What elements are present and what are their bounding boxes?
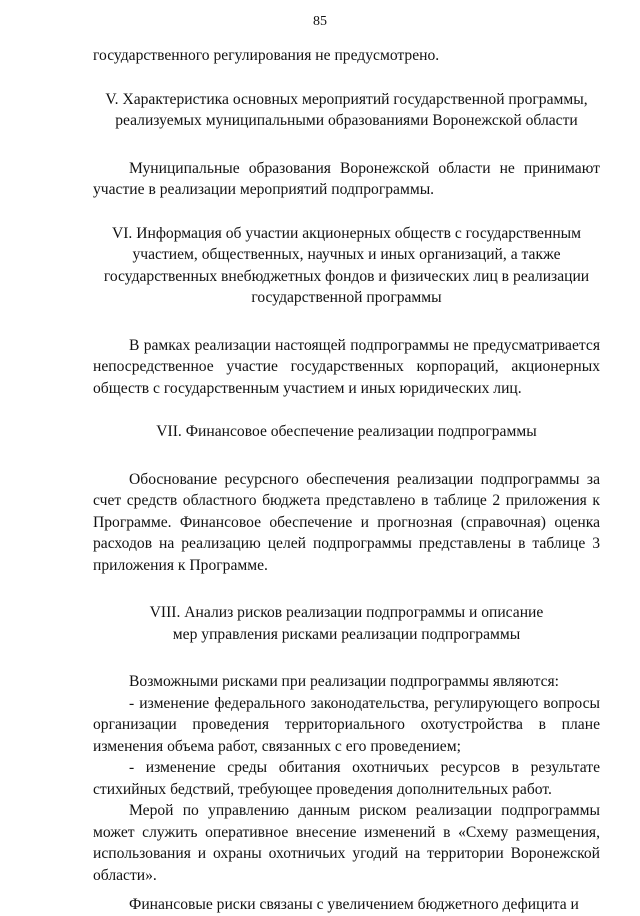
section-5-title <box>93 89 600 132</box>
lead-line: государственного регулирования не предусмотрено. <box>93 47 440 64</box>
section-6-title-line-3: государственных внебюджетных фондов и физических лиц в реализации <box>103 267 590 285</box>
risk-item-2: - изменение среды обитания охотничьих ресурсов в результате стихийных бедствий, требующее проведения дополнительных работ. <box>93 759 600 798</box>
section-6-title <box>93 223 600 309</box>
section-7-title <box>93 421 600 443</box>
section-8-title-line-2: мер управления рисками реализации подпрограммы <box>172 625 521 643</box>
section-5-title-line-1: V. Характеристика основных мероприятий государственной программы, <box>105 90 588 108</box>
section-6-title-line-2: участием, общественных, научных и иных организаций, а также <box>132 246 561 263</box>
section-6-paragraph: В рамках реализации настоящей подпрограммы не предусматривается непосредственное участие государственных корпораций, акционерных обществ с государственным участием и иных юридических лиц. <box>93 336 600 397</box>
section-8-title-line-1: VIII. Анализ рисков реализации подпрограммы и описание <box>149 604 544 621</box>
section-7-paragraph: Обоснование ресурсного обеспечения реализации подпрограммы за счет средств областного бюджета представлено в таблице 2 приложения к Программе. Финансовое обеспечение и прогнозная (справочная) оценка расходов на реализацию целей подпрограммы представлены в таблице 3 приложения к Программе. <box>93 470 600 574</box>
section-5-paragraph: Муниципальные образования Воронежской области не принимают участие в реализации мероприятий подпрограммы. <box>93 159 600 198</box>
section-8-financial: Финансовые риски связаны с увеличением бюджетного дефицита и <box>129 896 579 913</box>
page-number: 85 <box>313 14 327 29</box>
section-6-title-line-1: VI. Информация об участии акционерных обществ с государственным <box>111 224 582 242</box>
section-6-title-line-4: государственной программы <box>251 289 442 306</box>
risk-item-1: - изменение федерального законодательства, регулирующего вопросы организации проведения территориального охотустройства в плане изменения объема работ, связанных с его проведением; <box>93 694 600 755</box>
section-5-title-line-2: реализуемых муниципальными образованиями Воронежской области <box>115 112 578 129</box>
page-content <box>93 45 600 916</box>
section-7-title-line-1: VII. Финансовое обеспечение реализации подпрограммы <box>156 423 537 440</box>
section-8-measure: Мерой по управлению данным риском реализации подпрограммы может служить оперативное внесение изменений в «Схему размещения, использования и охраны охотничьих угодий на территории Воронежской области». <box>93 802 600 884</box>
section-8-title <box>93 602 600 645</box>
section-8-intro: Возможными рисками при реализации подпрограммы являются: <box>129 673 560 690</box>
